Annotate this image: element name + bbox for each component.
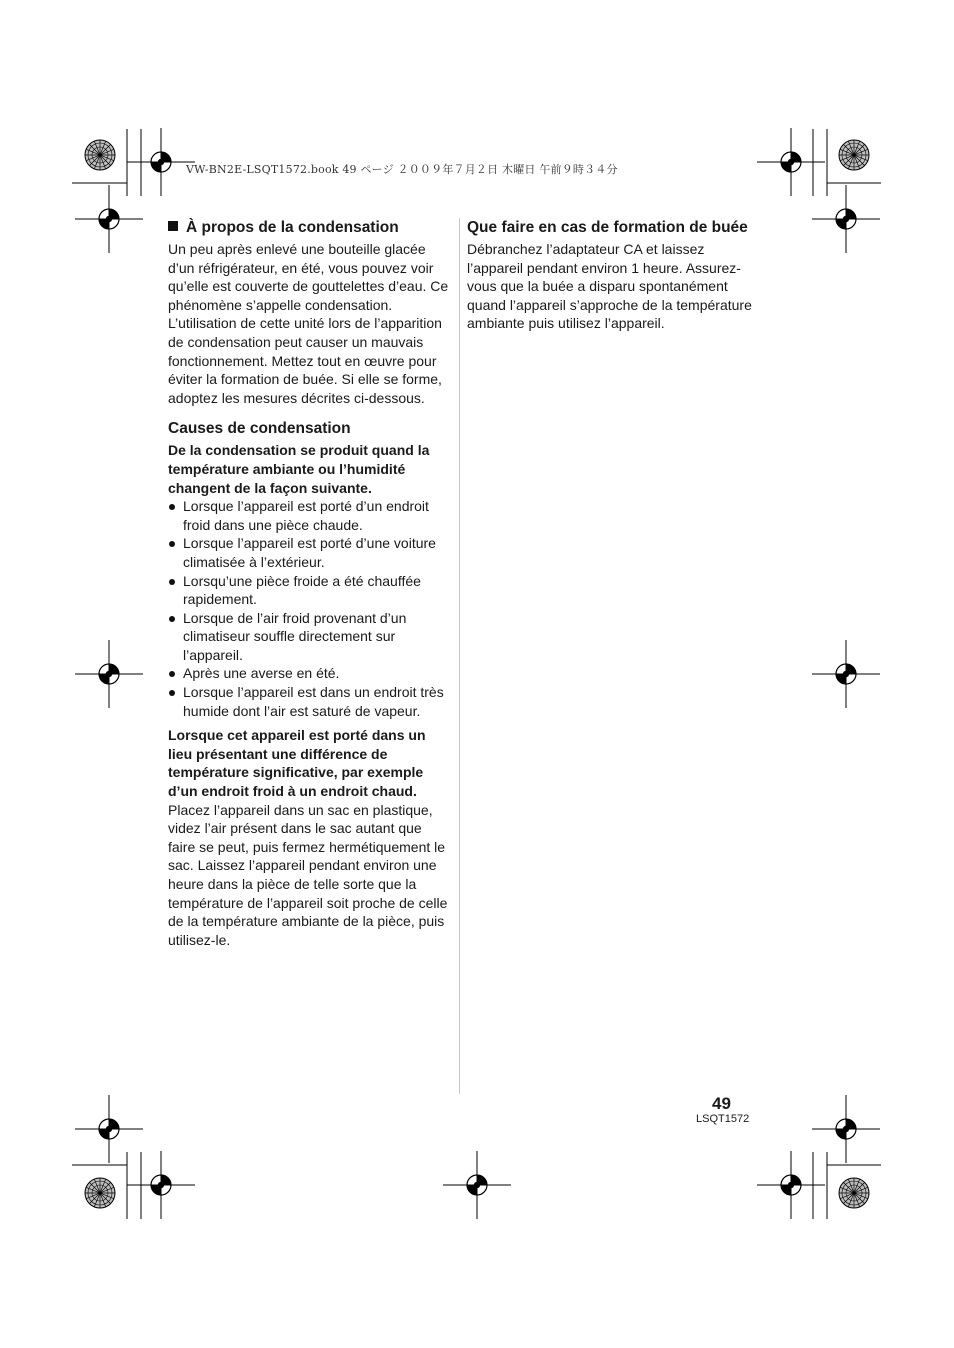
remedy-text: Débranchez l’adaptateur CA et laissez l’appareil pendant environ 1 heure. Assurez-vous que la buée a disparu spontanément quand l’appareil s’approche de la température ambiante puis utilisez l’appareil. [467, 241, 752, 332]
list-item: Lorsque l’appareil est porté d’un endroit froid dans une pièce chaude. [168, 497, 451, 534]
bullet-icon [169, 504, 175, 510]
warning-bold: Lorsque cet appareil est porté dans un lieu présentant une différence de température significative, par exemple d’un endroit froid à un endroit chaud. [168, 727, 426, 800]
section-title [168, 218, 451, 238]
right-column [467, 218, 752, 333]
causes-heading: Causes de condensation [168, 420, 351, 438]
intro-paragraph: Un peu après enlevé une bouteille glacée d’un réfrigérateur, en été, vous pouvez voir qu’elle est couverte de gouttelettes d’eau. Ce phénomène s’appelle condensation. L’utilisation de cette unité lors de l’apparition de condensation peut causer un mauvais fonctionnement. Mettez tout en œuvre pour éviter la formation de buée. Si elle se forme, adoptez les mesures décrites ci-dessous. [168, 241, 449, 406]
causes-lead: De la condensation se produit quand la température ambiante ou l’humidité changent de la façon suivante. [168, 442, 430, 496]
document-code: LSQT1572 [696, 1113, 750, 1125]
section-title-text: À propos de la condensation [186, 219, 399, 236]
list-item: Après une averse en été. [168, 664, 451, 683]
list-item: Lorsqu’une pièce froide a été chauffée rapidement. [168, 572, 451, 609]
remedy-heading: Que faire en cas de formation de buée [467, 219, 748, 236]
square-bullet-icon [168, 221, 178, 231]
bullet-icon [169, 690, 175, 696]
page-number: 49 [712, 1094, 731, 1113]
list-item: Lorsque l’appareil est dans un endroit très humide dont l’air est saturé de vapeur. [168, 683, 451, 720]
bullet-icon [169, 541, 175, 547]
column-divider [459, 218, 460, 1094]
bullet-icon [169, 616, 175, 622]
bullet-icon [169, 671, 175, 677]
warning-text: Placez l’appareil dans un sac en plastique, videz l’air présent dans le sac autant que faire se peut, puis fermez hermétiquement le sac. Laissez l’appareil pendant environ une heure dans la pièce de telle sorte que la température de l’appareil soit proche de celle de la température ambiante de la pièce, puis utilisez-le. [168, 801, 448, 948]
left-column [168, 218, 451, 949]
causes-list [168, 497, 451, 720]
print-file-header: VW-BN2E-LSQT1572.book 49 ページ ２００９年７月２日 木曜日 午前９時３４分 [186, 163, 618, 176]
bullet-icon [169, 579, 175, 585]
list-item: Lorsque de l’air froid provenant d’un climatiseur souffle directement sur l’appareil. [168, 609, 451, 665]
list-item: Lorsque l’appareil est porté d’une voiture climatisée à l’extérieur. [168, 534, 451, 571]
